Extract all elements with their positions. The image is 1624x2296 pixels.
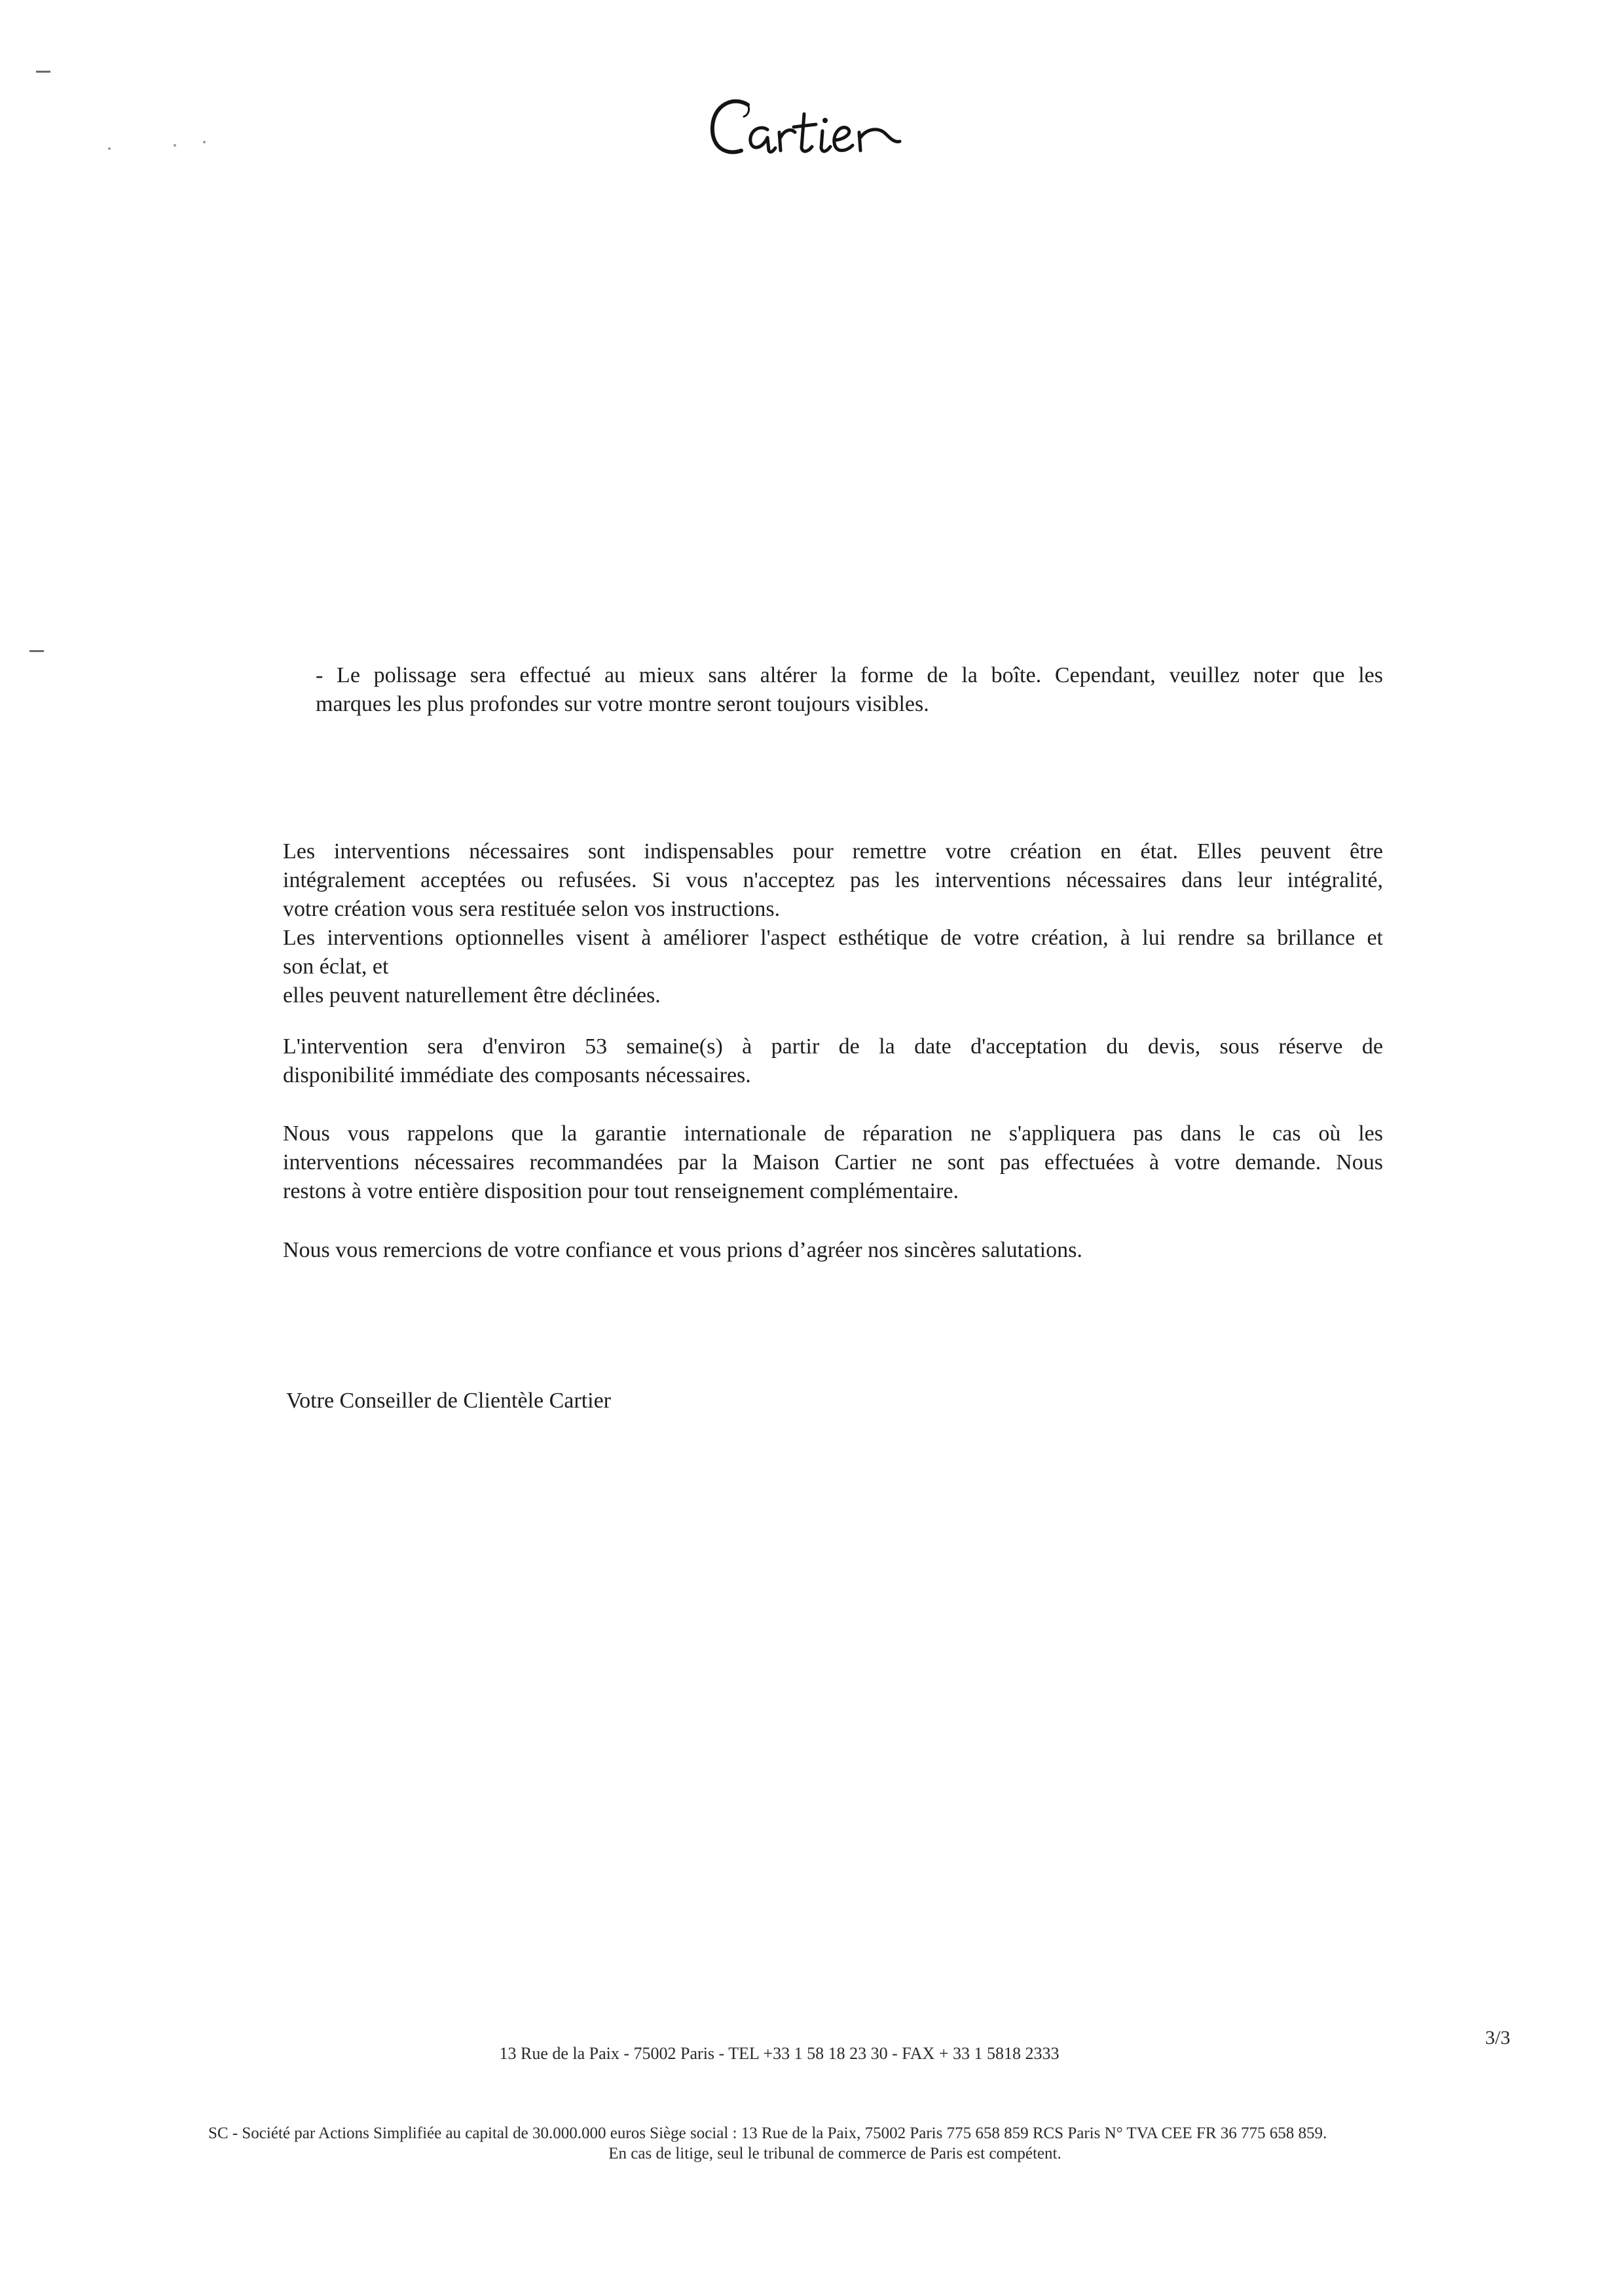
- scan-speck: [108, 147, 111, 150]
- scan-mark-top: [36, 71, 50, 73]
- paragraph-line: Les interventions nécessaires sont indispensables pour remettre votre création en état. Elles peuvent être: [283, 839, 1383, 864]
- closing-salutation: Nous vous remercions de votre confiance et vous prions d’agréer nos sincères salutations.: [283, 1238, 1082, 1262]
- cartier-logo-wordmark: [707, 90, 904, 169]
- delay-paragraph: [283, 1032, 1383, 1090]
- paragraph-line: L'intervention sera d'environ 53 semaine(s) à partir de la date d'acceptation du devis, sous réserve de: [283, 1034, 1383, 1059]
- footer-address-text: 13 Rue de la Paix - 75002 Paris - TEL +33 1 58 18 23 30 - FAX + 33 1 5818 2333: [499, 2044, 1060, 2063]
- scan-speck: [203, 141, 206, 143]
- polishing-note-line: marques les plus profondes sur votre montre seront toujours visibles.: [316, 692, 929, 716]
- paragraph-line: votre création vous sera restituée selon vos instructions.: [283, 897, 781, 921]
- paragraph-line: interventions nécessaires recommandées par la Maison Cartier ne sont pas effectuées à votre demande. Nous: [283, 1150, 1383, 1175]
- paragraph-line: elles peuvent naturellement être déclinées.: [283, 983, 661, 1008]
- paragraph-line: son éclat, et: [283, 955, 389, 979]
- legal-jurisdiction: [0, 2145, 1624, 2163]
- signature: Votre Conseiller de Clientèle Cartier: [286, 1389, 612, 1413]
- paragraph-line: Les interventions optionnelles visent à améliorer l'aspect esthétique de votre création, à lui rendre sa brillance et: [283, 926, 1383, 950]
- paragraph-line: intégralement acceptées ou refusées. Si vous n'acceptez pas les interventions nécessaires dans leur intégralité,: [283, 868, 1383, 892]
- scan-speck: [174, 144, 176, 147]
- page-number: 3/3: [1485, 2027, 1511, 2049]
- paragraph-line: disponibilité immédiate des composants nécessaires.: [283, 1063, 751, 1087]
- warranty-paragraph: [283, 1120, 1383, 1206]
- cartier-logo: [707, 90, 904, 169]
- scan-mark-middle: [29, 650, 44, 652]
- footer-address: [0, 2044, 1624, 2064]
- paragraph-line: Nous vous rappelons que la garantie internationale de réparation ne s'appliquera pas dans le cas où les: [283, 1121, 1383, 1146]
- legal-jurisdiction-text: En cas de litige, seul le tribunal de commerce de Paris est compétent.: [608, 2145, 1061, 2162]
- legal-notice: SC - Société par Actions Simplifiée au capital de 30.000.000 euros Siège social : 13 Rue de la Paix, 75002 Paris 775 658 859 RCS Paris N° TVA CEE FR 36 775 658 859.: [208, 2124, 1327, 2142]
- paragraph-line: restons à votre entière disposition pour tout renseignement complémentaire.: [283, 1179, 959, 1203]
- interventions-paragraph: [283, 837, 1383, 1010]
- polishing-note-line: - Le polissage sera effectué au mieux sans altérer la forme de la boîte. Cependant, veuillez noter que les: [316, 663, 1383, 687]
- polishing-note: [316, 661, 1383, 719]
